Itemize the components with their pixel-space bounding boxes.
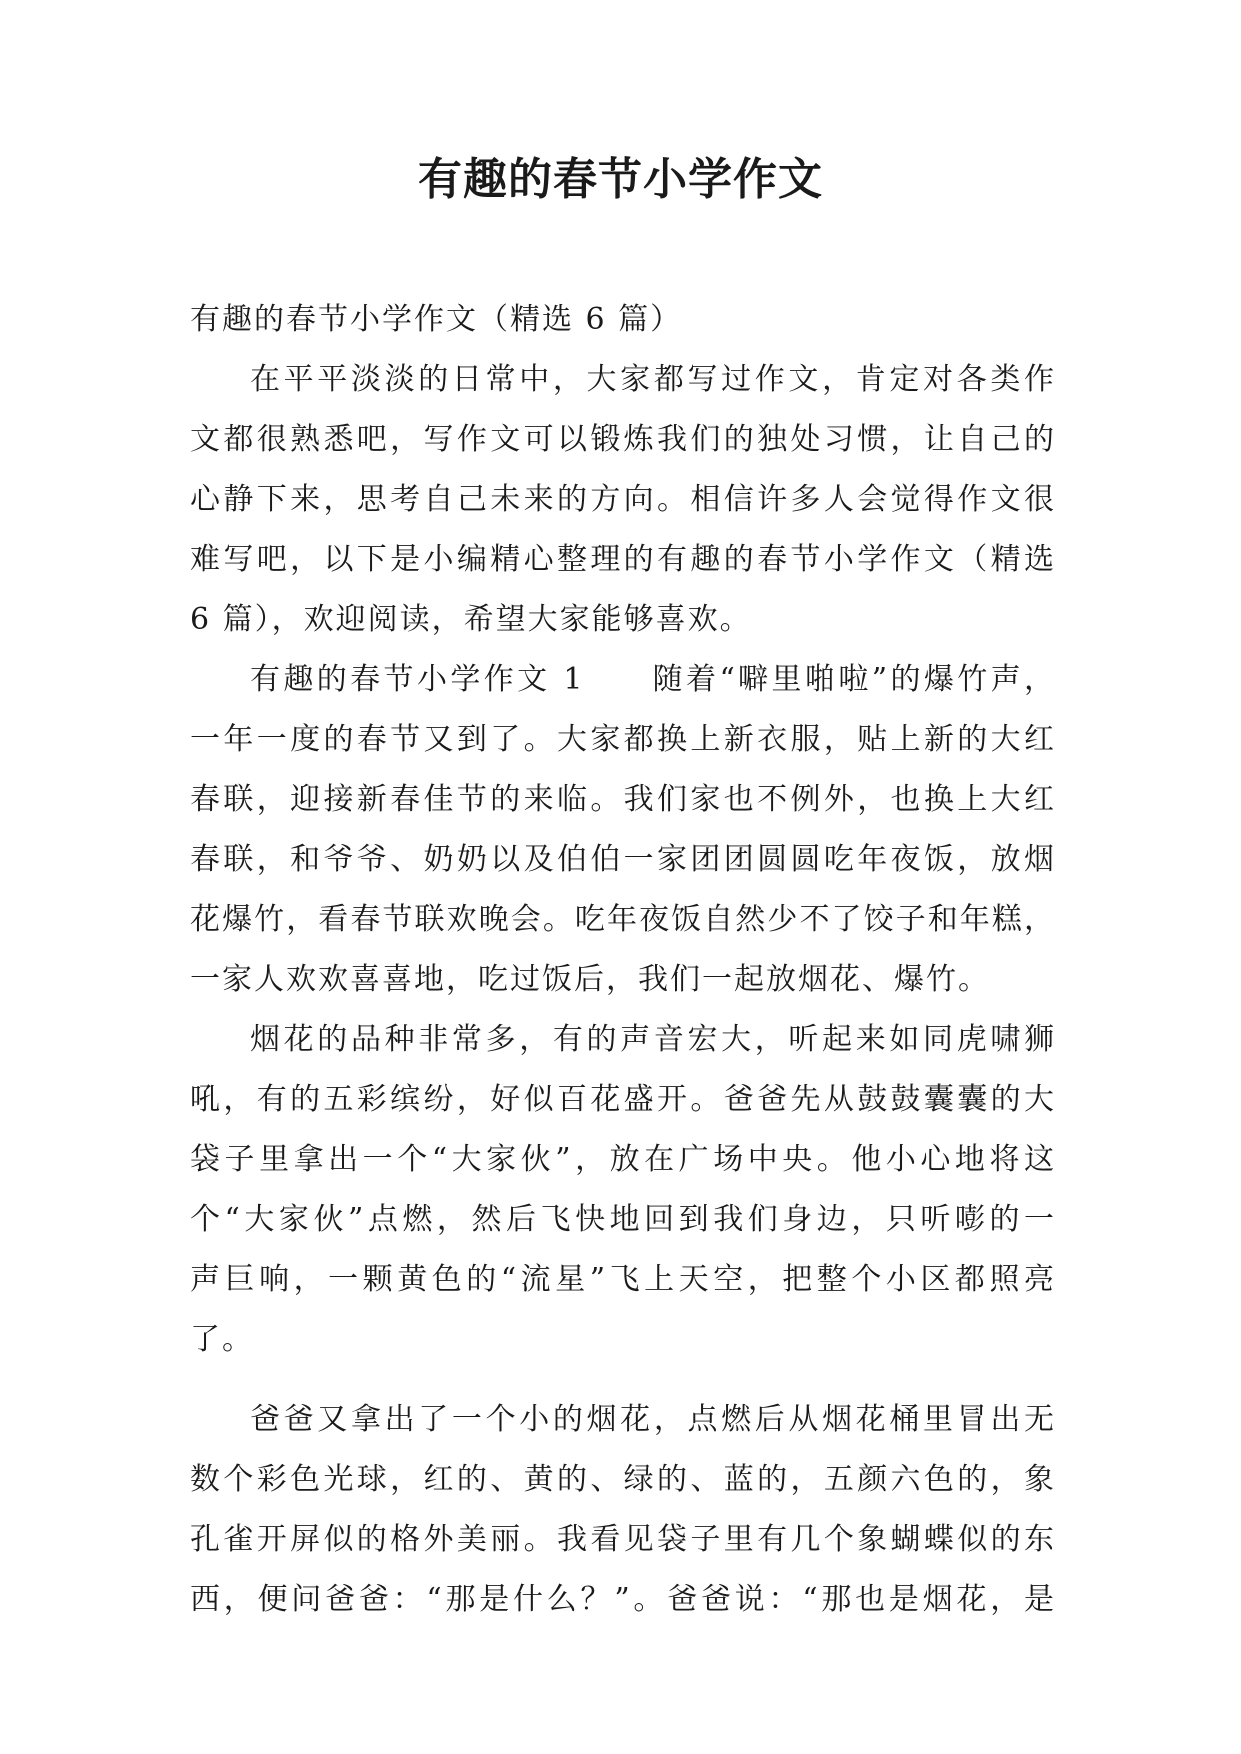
text-line: 烟花的品种非常多，有的声音宏大，听起来如同虎啸狮 [250, 1022, 1056, 1057]
text-line: 声巨响，一颗黄色的“流星”飞上天空，把整个小区都照亮 [190, 1262, 1056, 1297]
text-line: 难写吧，以下是小编精心整理的有趣的春节小学作文（精选 [190, 542, 1056, 577]
text-line: 吼，有的五彩缤纷，好似百花盛开。爸爸先从鼓鼓囊囊的大 [190, 1082, 1056, 1117]
text-line: 了。 [190, 1322, 254, 1357]
text-line: 6 篇），欢迎阅读，希望大家能够喜欢。 [190, 602, 752, 637]
text-line: 有趣的春节小学作文 1 随着“噼里啪啦”的爆竹声， [250, 662, 1056, 697]
text-line: 春联，迎接新春佳节的来临。我们家也不例外，也换上大红 [190, 782, 1056, 817]
text-line: 孔雀开屏似的格外美丽。我看见袋子里有几个象蝴蝶似的东 [190, 1522, 1056, 1557]
paragraph-essay-1 [190, 650, 1056, 1010]
text-line: 心静下来，思考自己未来的方向。相信许多人会觉得作文很 [190, 482, 1056, 517]
paragraph-intro [190, 350, 1056, 650]
text-line: 袋子里拿出一个“大家伙”，放在广场中央。他小心地将这 [190, 1142, 1056, 1177]
text-line: 文都很熟悉吧，写作文可以锻炼我们的独处习惯，让自己的 [190, 422, 1056, 457]
text-line: 在平平淡淡的日常中，大家都写过作文，肯定对各类作 [250, 362, 1056, 397]
paragraph-small-firework [190, 1390, 1056, 1630]
paragraph-fireworks [190, 1010, 1056, 1370]
text-line: 个“大家伙”点燃，然后飞快地回到我们身边，只听嘭的一 [190, 1202, 1056, 1237]
text-line: 春联，和爷爷、奶奶以及伯伯一家团团圆圆吃年夜饭，放烟 [190, 842, 1056, 877]
text-line: 爸爸又拿出了一个小的烟花，点燃后从烟花桶里冒出无 [250, 1402, 1056, 1437]
subtitle-line [190, 290, 1056, 350]
subtitle-text: 有趣的春节小学作文（精选 6 篇） [190, 302, 683, 337]
document-title: 有趣的春节小学作文 [418, 154, 823, 205]
text-line: 西，便问爸爸：“那是什么？”。爸爸说：“那也是烟花，是 [190, 1582, 1056, 1617]
text-line: 花爆竹，看春节联欢晚会。吃年夜饭自然少不了饺子和年糕， [190, 902, 1056, 937]
text-line: 一年一度的春节又到了。大家都换上新衣服，贴上新的大红 [190, 722, 1056, 757]
text-line: 数个彩色光球，红的、黄的、绿的、蓝的，五颜六色的，象 [190, 1462, 1056, 1497]
document-body [190, 290, 1056, 1630]
text-line: 一家人欢欢喜喜地，吃过饭后，我们一起放烟花、爆竹。 [190, 962, 990, 997]
